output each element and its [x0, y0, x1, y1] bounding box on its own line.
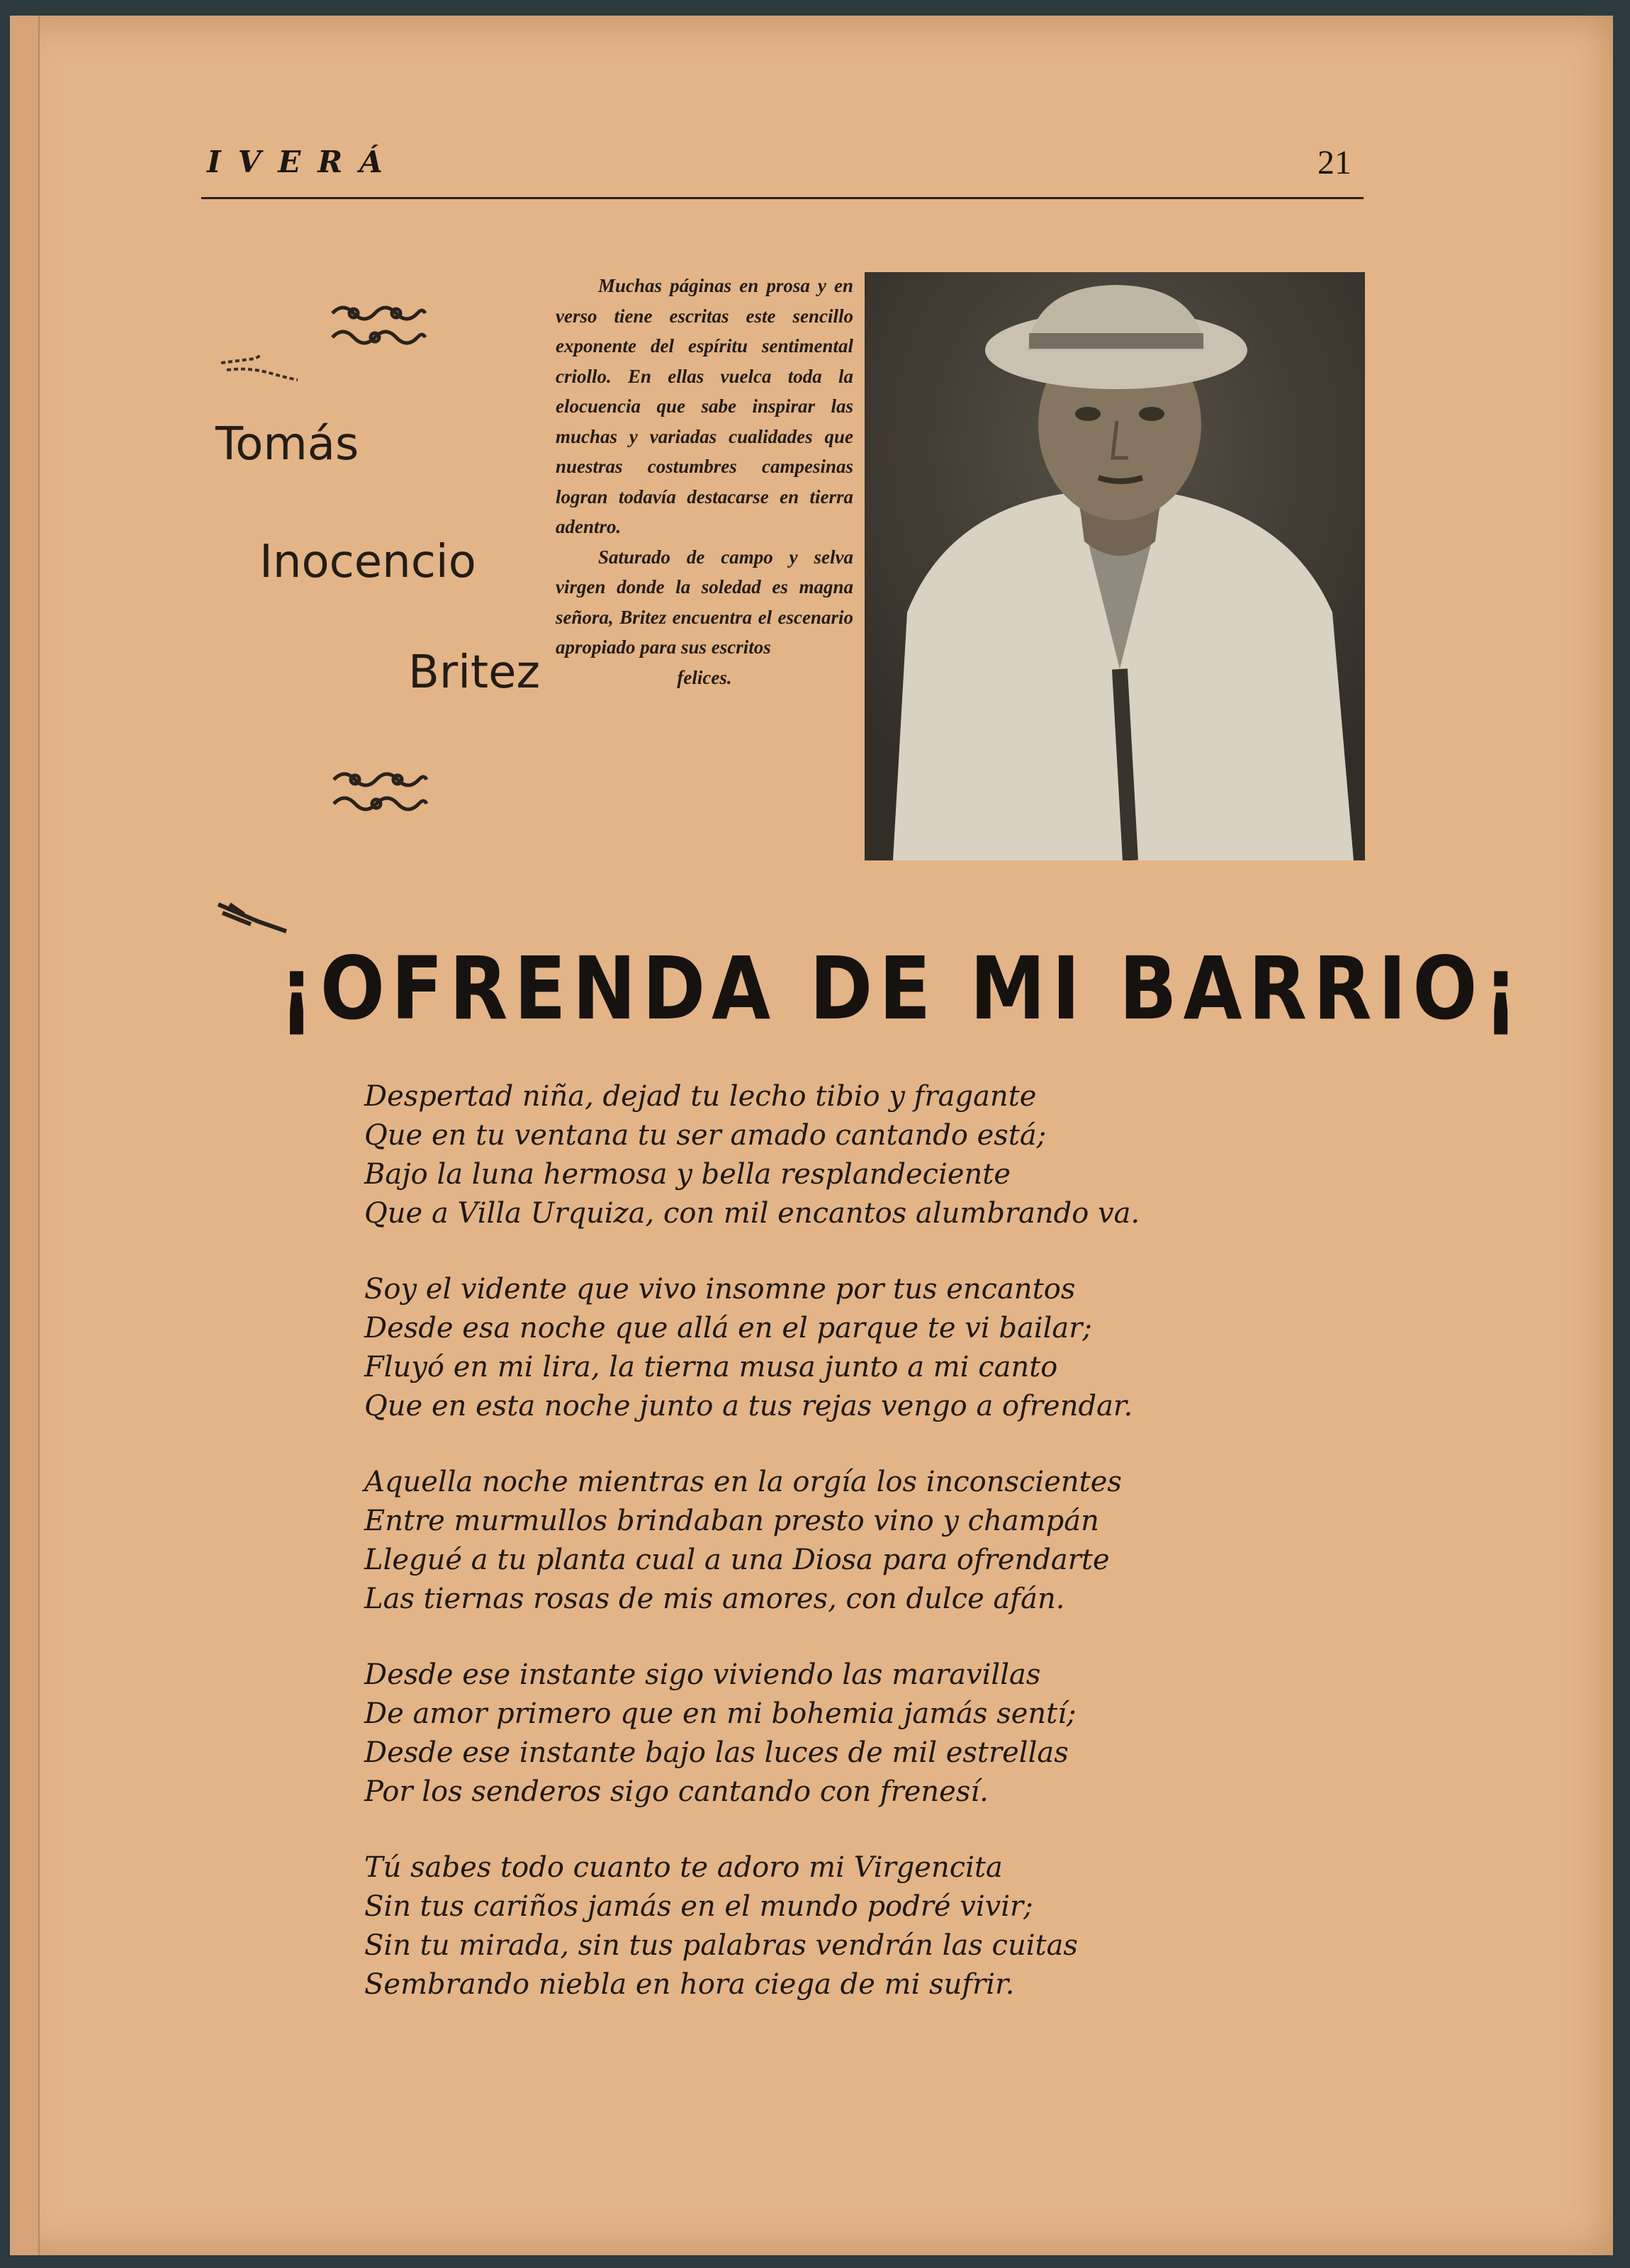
verse-line: Bajo la luna hermosa y bella resplandeciente: [364, 1158, 1011, 1191]
verse-line: Desde ese instante bajo las luces de mil estrellas: [364, 1736, 1069, 1769]
author-first-name: Tomás: [215, 418, 359, 471]
header-rule: [201, 197, 1364, 199]
stanza: [364, 1848, 1356, 2004]
quill-mark: [215, 900, 293, 938]
running-head: IVERÁ: [207, 145, 400, 179]
verse-line: Aquella noche mientras en la orgía los inconscientes: [364, 1466, 1122, 1498]
verse-line: Soy el vidente que vivo insomne por tus encantos: [364, 1273, 1076, 1306]
verse-line: Sin tus cariños jamás en el mundo podré vivir;: [364, 1890, 1033, 1923]
ornament-bottom: [330, 767, 429, 824]
page-number: 21: [1317, 144, 1351, 181]
ornament-bottom-icon: [330, 767, 429, 816]
verse-line: De amor primero que en mi bohemia jamás sentí;: [364, 1697, 1077, 1730]
verse-line: Entre murmullos brindaban presto vino y champán: [364, 1505, 1099, 1537]
portrait-image: [865, 272, 1365, 860]
verse-line: Sin tu mirada, sin tus palabras vendrán las cuitas: [364, 1929, 1078, 1962]
verse-line: Que a Villa Urquiza, con mil encantos alumbrando va.: [364, 1197, 1140, 1230]
verse-line: Tú sabes todo cuanto te adoro mi Virgencita: [364, 1851, 1003, 1884]
verse-line: Desde ese instante sigo viviendo las maravillas: [364, 1658, 1041, 1691]
poem-body: [364, 1077, 1356, 2041]
author-middle-name: Inocencio: [259, 536, 476, 588]
verse-line: Que en tu ventana tu ser amado cantando está;: [364, 1119, 1047, 1152]
ornament-top: [329, 301, 428, 357]
bio-paragraph-2-end: felices.: [677, 666, 732, 688]
stanza: [364, 1463, 1356, 1619]
magazine-page: [10, 16, 1613, 2255]
author-portrait-photo: [865, 272, 1365, 860]
stanza: [364, 1077, 1356, 1233]
stanza: [364, 1270, 1356, 1426]
stanza: [364, 1656, 1356, 1812]
author-bio: [556, 271, 853, 692]
verse-line: Despertad niña, dejad tu lecho tibio y fragante: [364, 1080, 1037, 1113]
verse-line: Fluyó en mi lira, la tierna musa junto a mi canto: [364, 1351, 1058, 1383]
verse-line: Que en esta noche junto a tus rejas vengo a ofrendar.: [364, 1390, 1133, 1422]
verse-line: Desde esa noche que allá en el parque te vi bailar;: [364, 1312, 1092, 1344]
poem-title: ¡OFRENDA DE MI BARRIO¡: [279, 938, 1525, 1039]
ink-smudge-mark: [220, 349, 305, 387]
bio-paragraph-2: Saturado de campo y selva virgen donde la soledad es magna señora, Britez encuentra el escenario apropiado para sus escritos: [556, 546, 853, 658]
verse-line: Sembrando niebla en hora ciega de mi sufrir.: [364, 1968, 1015, 2001]
author-last-name: Britez: [408, 646, 541, 699]
verse-line: Llegué a tu planta cual a una Diosa para ofrendarte: [364, 1544, 1110, 1576]
ornament-top-icon: [329, 301, 428, 350]
bio-paragraph-1: Muchas páginas en prosa y en verso tiene escritas este sencillo exponente del espíritu sentimental criollo. En ellas vuelca toda la elocuencia que sabe inspirar las muchas y variadas cualidades que nuestras costumbres campesinas logran todavía destacarse en tierra adentro.: [556, 275, 853, 537]
page-binding-edge: [10, 16, 40, 2255]
verse-line: Las tiernas rosas de mis amores, con dulce afán.: [364, 1583, 1065, 1615]
verse-line: Por los senderos sigo cantando con frenesí.: [364, 1775, 989, 1808]
